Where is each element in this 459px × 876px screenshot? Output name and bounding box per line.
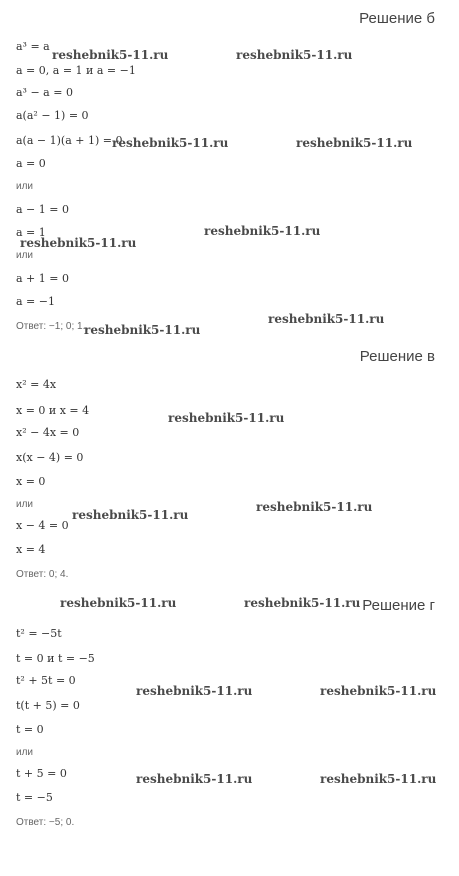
section-b-answer: Ответ: −1; 0; 1. [16,321,86,332]
section-b-line: a(a² − 1) = 0 [16,109,89,122]
section-b-line: a³ − a = 0 [16,86,73,99]
section-v-line: или [16,499,34,510]
watermark: reshebnik5-11.ru [168,411,285,425]
section-v-heading: Решение в [359,348,435,365]
section-v-line: x(x − 4) = 0 [16,451,84,464]
section-b-line: a + 1 = 0 [16,272,69,285]
watermark: reshebnik5-11.ru [268,312,385,326]
section-v-line: x² − 4x = 0 [16,426,80,439]
watermark: reshebnik5-11.ru [20,236,137,250]
section-g-line: t + 5 = 0 [16,767,67,780]
watermark: reshebnik5-11.ru [320,684,437,698]
section-g-answer: Ответ: −5; 0. [16,817,75,828]
watermark: reshebnik5-11.ru [244,596,361,610]
section-b-line: a = 0 [16,157,46,170]
section-g-heading: Решение г [362,597,435,614]
section-g-line: t = 0 и t = −5 [16,652,95,665]
section-b-line: a = −1 [16,295,55,308]
watermark: reshebnik5-11.ru [72,508,189,522]
watermark: reshebnik5-11.ru [52,48,169,62]
watermark: reshebnik5-11.ru [320,772,437,786]
section-g-line: t = 0 [16,723,44,736]
section-b-line: или [16,250,34,261]
section-v-line: x − 4 = 0 [16,519,69,532]
section-v-answer: Ответ: 0; 4. [16,569,69,580]
section-b-line: a − 1 = 0 [16,203,69,216]
section-b-line: a³ = a [16,40,50,53]
section-v-line: x = 0 и x = 4 [16,404,90,417]
section-g-line: t = −5 [16,791,53,804]
watermark: reshebnik5-11.ru [204,224,321,238]
section-v-line: x = 4 [16,543,46,556]
watermark: reshebnik5-11.ru [60,596,177,610]
watermark: reshebnik5-11.ru [84,323,201,337]
watermark: reshebnik5-11.ru [296,136,413,150]
section-v-line: x = 0 [16,475,46,488]
section-g-line: t² + 5t = 0 [16,674,76,687]
section-b-line: a(a − 1)(a + 1) = 0 [16,134,123,147]
section-b-line: a = 0, a = 1 и a = −1 [16,64,136,77]
section-v-line: x² = 4x [16,378,57,391]
section-g-line: t(t + 5) = 0 [16,699,80,712]
section-g-line: или [16,747,34,758]
watermark: reshebnik5-11.ru [136,684,253,698]
watermark: reshebnik5-11.ru [112,136,229,150]
section-b-line: или [16,181,34,192]
watermark: reshebnik5-11.ru [236,48,353,62]
section-g-line: t² = −5t [16,627,62,640]
watermark: reshebnik5-11.ru [256,500,373,514]
watermark: reshebnik5-11.ru [136,772,253,786]
section-b-heading: Решение б [359,10,435,27]
section-b-line: a = 1 [16,226,46,239]
